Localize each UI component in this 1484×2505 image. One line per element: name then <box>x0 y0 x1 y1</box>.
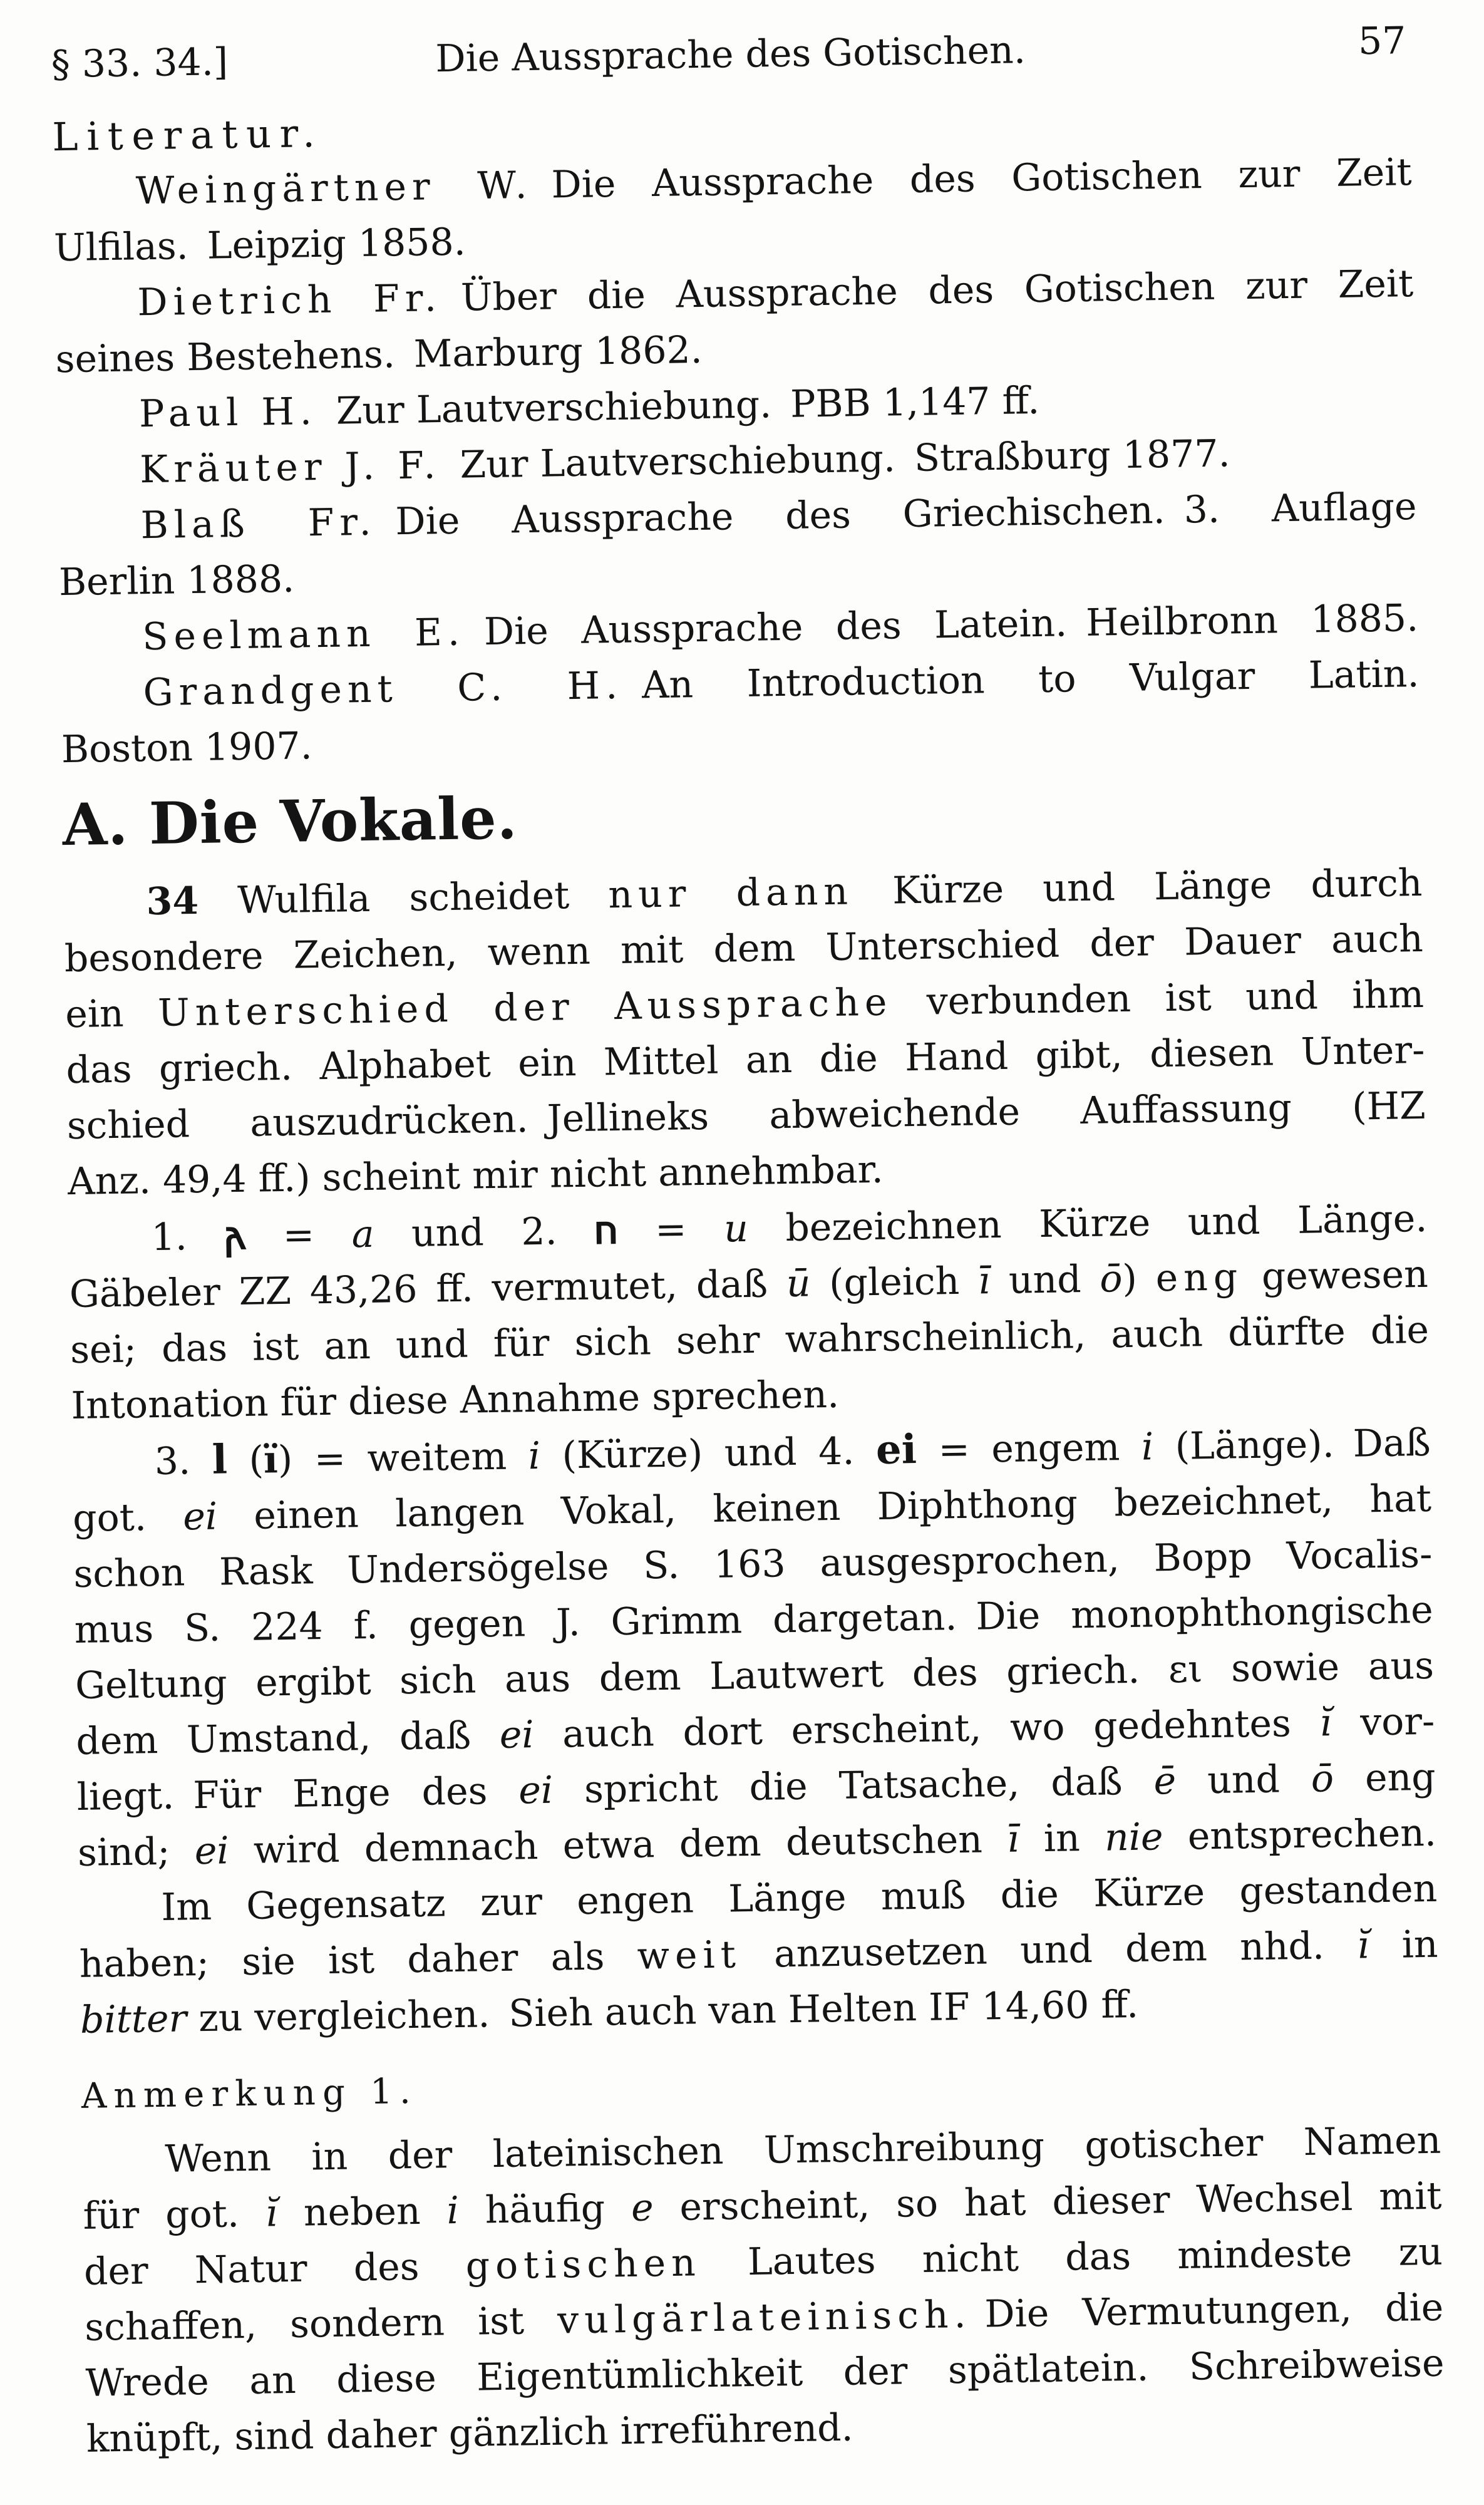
text-span: entsprechen. <box>1162 1810 1437 1859</box>
text-span: got. <box>72 1495 183 1541</box>
text-span: = engem <box>916 1425 1142 1472</box>
text-span: wird demnach etwa dem deutschen <box>228 1817 1007 1873</box>
text-span: Dietrich Fr. <box>137 276 443 325</box>
text-span: ū <box>786 1261 811 1306</box>
text-span: häufig <box>458 2186 632 2233</box>
text-span: dem Umstand, daß <box>75 1713 500 1764</box>
text-span: 3. <box>154 1438 213 1484</box>
running-title: Die Aussprache des Gotischen. <box>435 28 1026 81</box>
text-span: Seelmann E. <box>142 610 466 659</box>
text-span: (gleich <box>810 1259 979 1306</box>
text-span: Paul H. <box>138 390 318 436</box>
text-span: Blaß Fr. <box>140 500 378 548</box>
text-span: vor- <box>1331 1699 1435 1745</box>
text-span: besondere Zeichen, wenn mit dem Unterschied der Dauer auch <box>64 916 1424 981</box>
text-span: seines Bestehens. Marburg 1862. <box>55 328 703 382</box>
text-span: einen langen Vokal, keinen Diphthong bezeichnet, hat <box>217 1476 1432 1539</box>
text-span: ī <box>977 1259 991 1303</box>
text-span: An Introduction to Vulgar Latin. <box>622 651 1420 708</box>
text-span: . Die Vermutungen, die <box>953 2285 1444 2337</box>
text-span: a <box>351 1212 374 1257</box>
text-span: Ulfilas. Leipzig 1858. <box>53 220 466 271</box>
text-span: 𐌰 <box>224 1211 246 1259</box>
text-span: haben; sie ist daher als <box>79 1934 638 1986</box>
text-span: = <box>617 1207 724 1253</box>
text-span: auch dort erscheint, wo gedehntes <box>533 1701 1320 1757</box>
text-span: ein <box>64 991 158 1037</box>
text-span: bitter <box>80 1996 187 2042</box>
text-span: u <box>723 1206 749 1251</box>
text-span: Lautes nicht das mindeste zu <box>701 2229 1443 2285</box>
text-span: in <box>1018 1815 1105 1861</box>
text-span: i <box>528 1433 541 1479</box>
text-span: schon Rask Undersögelse S. 163 ausgesprochen, Bopp Vocalis- <box>73 1532 1433 1596</box>
text-span: A. Die Vokale. <box>61 784 518 859</box>
text-span: und 2. <box>373 1209 595 1256</box>
text-span: Die Aussprache des Latein. Heilbronn 1885. <box>465 596 1419 654</box>
text-span: ) = weitem <box>277 1434 529 1482</box>
text-span: bezeichnen Kürze und Länge. <box>748 1196 1428 1251</box>
text-span: l <box>212 1436 228 1484</box>
text-span: Die Aussprache des Gotischen zur Zeit <box>532 150 1413 207</box>
text-span: mus S. 224 f. gegen J. Grimm dargetan. Die monophthongische <box>74 1588 1434 1652</box>
text-span: ō <box>1099 1257 1123 1301</box>
text-span: liegt. Für Enge des <box>76 1769 519 1819</box>
text-span: in <box>1368 1922 1439 1968</box>
text-span: Wulfila scheidet <box>198 873 609 923</box>
text-span: ĭ <box>265 2191 278 2236</box>
text-span: gewesen <box>1242 1252 1429 1299</box>
text-span: das griech. Alphabet ein Mittel an die Hand gibt, diesen Unter- <box>66 1028 1425 1093</box>
text-span: der Natur des <box>83 2244 466 2294</box>
text-span: ei <box>182 1494 218 1539</box>
text-body <box>52 89 1446 2467</box>
section-heading <box>62 773 1421 857</box>
text-span: schied auszudrücken. Jellineks abweichende Auffassung (HZ <box>66 1083 1426 1149</box>
text-span: 𐌿 <box>594 1206 619 1254</box>
text-span: nur dann <box>607 869 854 917</box>
text-span: schaffen, sondern ist <box>84 2298 558 2350</box>
text-span: sei; das ist an und für sich sehr wahrscheinlich, auch dürfte die <box>70 1308 1430 1373</box>
text-span: Berlin 1888. <box>58 557 295 605</box>
text-span: Gäbeler ZZ 43,26 ff. vermutet, daß <box>69 1262 787 1317</box>
text-span: ē <box>1153 1759 1177 1804</box>
text-span: Anmerkung 1. <box>81 2070 418 2117</box>
text-span: ei <box>499 1713 535 1757</box>
text-span: Im Gegensatz zur engen Länge muß die Kürze gestanden <box>160 1866 1438 1929</box>
text-span: = <box>245 1212 353 1258</box>
text-span: ī <box>1006 1817 1019 1861</box>
page-header <box>51 15 1410 94</box>
text-span: sind; <box>77 1829 195 1875</box>
text-span: e <box>631 2186 654 2230</box>
text-span: Wenn in der lateinischen Umschreibung gotischer Namen <box>164 2118 1441 2181</box>
text-span: (Länge). Daß <box>1153 1420 1431 1469</box>
text-span: Boston 1907. <box>61 724 313 772</box>
text-span: Zur Lautverschiebung. Straßburg 1877. <box>441 431 1231 488</box>
text-span: Wrede an diese Eigentümlichkeit der spätlatein. Schreibweise <box>85 2341 1445 2405</box>
text-span: ō <box>1311 1757 1334 1801</box>
text-span: Unterschied der Aussprache <box>157 980 893 1035</box>
text-span: Kräuter J. F. <box>139 443 442 492</box>
text-span: Kürze und Länge durch <box>853 860 1423 914</box>
text-span: weit <box>637 1933 742 1978</box>
text-span: Die Aussprache des Griechischen. 3. Auflage <box>376 484 1418 544</box>
text-span: ĭ <box>1319 1701 1332 1745</box>
text-span: spricht die Tatsache, daß <box>552 1759 1155 1812</box>
text-span: zu vergleichen. Sieh auch van Helten IF 14,60 ff. <box>186 1982 1139 2041</box>
text-span: ĭ <box>1356 1923 1369 1968</box>
text-span: Weingärtner W. <box>135 163 533 214</box>
text-span: knüpft, sind daher gänzlich irreführend. <box>86 2405 854 2461</box>
text-span: gotischen <box>465 2241 702 2288</box>
text-span: ( <box>227 1438 264 1483</box>
text-span: Über die Aussprache des Gotischen zur Zeit <box>441 262 1414 321</box>
section-reference: § 33. 34.] <box>51 40 229 87</box>
text-span: ei <box>518 1768 554 1813</box>
text-span: für got. <box>83 2191 266 2238</box>
text-span: Literatur. <box>51 110 324 160</box>
text-span: ) <box>1121 1256 1157 1301</box>
note-heading <box>81 2048 1440 2124</box>
text-span: Geltung ergibt sich aus dem Lautwert des griech. ει sowie aus <box>75 1643 1435 1708</box>
text-span: anzusetzen und dem nhd. <box>741 1923 1358 1977</box>
text-span: 34 <box>146 879 199 924</box>
text-span: neben <box>277 2189 448 2236</box>
text-span: erscheint, so hat dieser Wechsel mit <box>653 2174 1443 2230</box>
text-span: ï <box>263 1438 279 1482</box>
text-span: ei <box>875 1426 917 1474</box>
text-span: verbunden ist und ihm <box>892 972 1425 1025</box>
page-number: 57 <box>1358 19 1406 64</box>
text-span: i <box>1141 1425 1154 1469</box>
page-content <box>51 15 1445 2467</box>
text-span: Zur Lautverschiebung. PBB 1,147 ff. <box>317 378 1040 434</box>
text-span: (Kürze) und 4. <box>540 1428 877 1478</box>
text-span: Anz. 49,4 ff.) scheint mir nicht annehmbar. <box>67 1147 884 1204</box>
text-span: vulgärlateinisch <box>557 2293 954 2343</box>
text-span: und <box>1175 1757 1312 1803</box>
text-span: Grandgent C. H. <box>143 663 624 715</box>
text-span: nie <box>1104 1815 1163 1860</box>
text-span: Intonation für diese Annahme sprechen. <box>71 1372 840 1428</box>
text-span: i <box>446 2188 460 2233</box>
text-span: eng <box>1155 1255 1244 1301</box>
text-span: 1. <box>151 1214 225 1260</box>
text-span: ei <box>194 1829 229 1874</box>
text-span: eng <box>1333 1755 1436 1801</box>
text-span: und <box>989 1257 1100 1303</box>
